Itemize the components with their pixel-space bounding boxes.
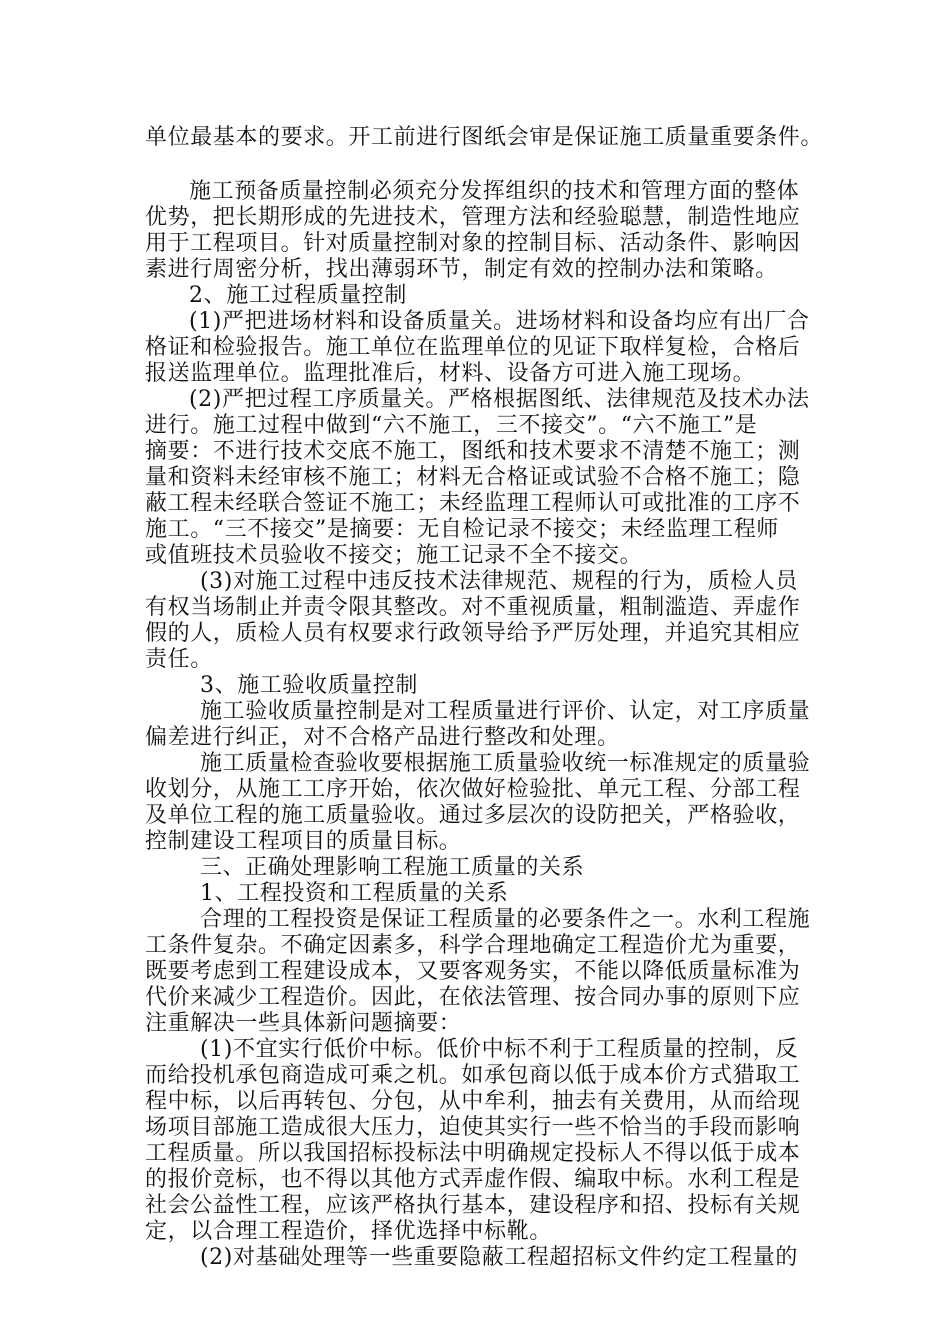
- section-heading: 1、工程投资和工程质量的关系: [200, 881, 509, 906]
- paragraph-first-line: 施工质量检查验收要根据施工质量验收统一标准规定的质量验: [200, 751, 811, 776]
- text-line: 场项目部施工造成很大压力，迫使其实行一些不恰当的手段而影响: [145, 1115, 801, 1140]
- text-line: 蔽工程未经联合签证不施工；未经监理工程师认可或批准的工序不: [145, 491, 801, 516]
- paragraph-first-line: 施工验收质量控制是对工程质量进行评价、认定，对工序质量: [200, 699, 811, 724]
- text-line: 量和资料未经审核不施工；材料无合格证或试验不合格不施工；隐: [145, 465, 801, 490]
- text-line: 工条件复杂。不确定因素多，科学合理地确定工程造价尤为重要，: [145, 933, 801, 958]
- paragraph-first-line: 施工预备质量控制必须充分发挥组织的技术和管理方面的整体: [189, 179, 800, 204]
- text-line: 单位最基本的要求。开工前进行图纸会审是保证施工质量重要条件。: [145, 125, 824, 150]
- text-line: 责任。: [145, 647, 213, 672]
- text-line: 偏差进行纠正，对不合格产品进行整改和处理。: [145, 725, 620, 750]
- text-line: 的报价竞标，也不得以其他方式弄虚作假、编取中标。水利工程是: [145, 1167, 801, 1192]
- text-line: 摘要：不进行技术交底不施工，图纸和技术要求不清楚不施工；测: [145, 439, 801, 464]
- text-line: 及单位工程的施工质量验收。通过多层次的设防把关，严格验收，: [145, 803, 801, 828]
- text-line: 定，以合理工程造价，择优选择中标靴。: [145, 1219, 552, 1244]
- text-line: 有权当场制止并责令限其整改。对不重视质量，粗制滥造、弄虚作: [145, 595, 801, 620]
- text-line: 控制建设工程项目的质量目标。: [145, 829, 462, 854]
- text-line: 素进行周密分析，找出薄弱环节，制定有效的控制办法和策略。: [145, 257, 778, 282]
- text-line: 程中标，以后再转包、分包，从中牟利，抽去有关费用，从而给现: [145, 1089, 801, 1114]
- paragraph-first-line: 合理的工程投资是保证工程质量的必要条件之一。水利工程施: [200, 907, 811, 932]
- paragraph-first-line: (2)对基础处理等一些重要隐蔽工程超招标文件约定工程量的: [200, 1245, 798, 1270]
- text-line: 而给投机承包商造成可乘之机。如承包商以低于成本价方式猎取工: [145, 1063, 801, 1088]
- text-line: 优势，把长期形成的先进技术，管理方法和经验聪慧，制造性地应: [145, 205, 801, 230]
- text-line: 或值班技术员验收不接交；施工记录不全不接交。: [145, 543, 643, 568]
- paragraph-first-line: (3)对施工过程中违反技术法律规范、规程的行为，质检人员: [200, 569, 798, 594]
- text-line: 报送监理单位。监理批准后，材料、设备方可进入施工现场。: [145, 361, 756, 386]
- section-heading: 3、施工验收质量控制: [200, 673, 418, 698]
- text-line: 施工。“三不接交”是摘要：无自检记录不接交；未经监理工程师: [145, 517, 779, 542]
- section-heading: 2、施工过程质量控制: [189, 283, 407, 308]
- paragraph-first-line: (1)不宜实行低价中标。低价中标不利于工程质量的控制，反: [200, 1037, 798, 1062]
- text-line: 进行。施工过程中做到“六不施工，三不接交”。“六不施工”是: [145, 413, 758, 438]
- text-line: 社会公益性工程，应该严格执行基本，建设程序和招、投标有关规: [145, 1193, 801, 1218]
- text-line: 工程质量。所以我国招标投标法中明确规定投标人不得以低于成本: [145, 1141, 801, 1166]
- text-line: 注重解决一些具体新问题摘要：: [145, 1011, 462, 1036]
- text-line: 既要考虑到工程建设成本，又要客观务实，不能以降低质量标准为: [145, 959, 801, 984]
- section-heading: 三、正确处理影响工程施工质量的关系: [200, 855, 585, 880]
- text-line: 假的人，质检人员有权要求行政领导给予严厉处理，并追究其相应: [145, 621, 801, 646]
- text-line: 代价来减少工程造价。因此，在依法管理、按合同办事的原则下应: [145, 985, 801, 1010]
- text-line: 收划分，从施工工序开始，依次做好检验批、单元工程、分部工程: [145, 777, 801, 802]
- text-line: 格证和检验报告。施工单位在监理单位的见证下取样复检，合格后: [145, 335, 801, 360]
- paragraph-first-line: (2)严把过程工序质量关。严格根据图纸、法律规范及技术办法: [189, 387, 810, 412]
- paragraph-first-line: (1)严把进场材料和设备质量关。进场材料和设备均应有出厂合: [189, 309, 810, 334]
- text-line: 用于工程项目。针对质量控制对象的控制目标、活动条件、影响因: [145, 231, 801, 256]
